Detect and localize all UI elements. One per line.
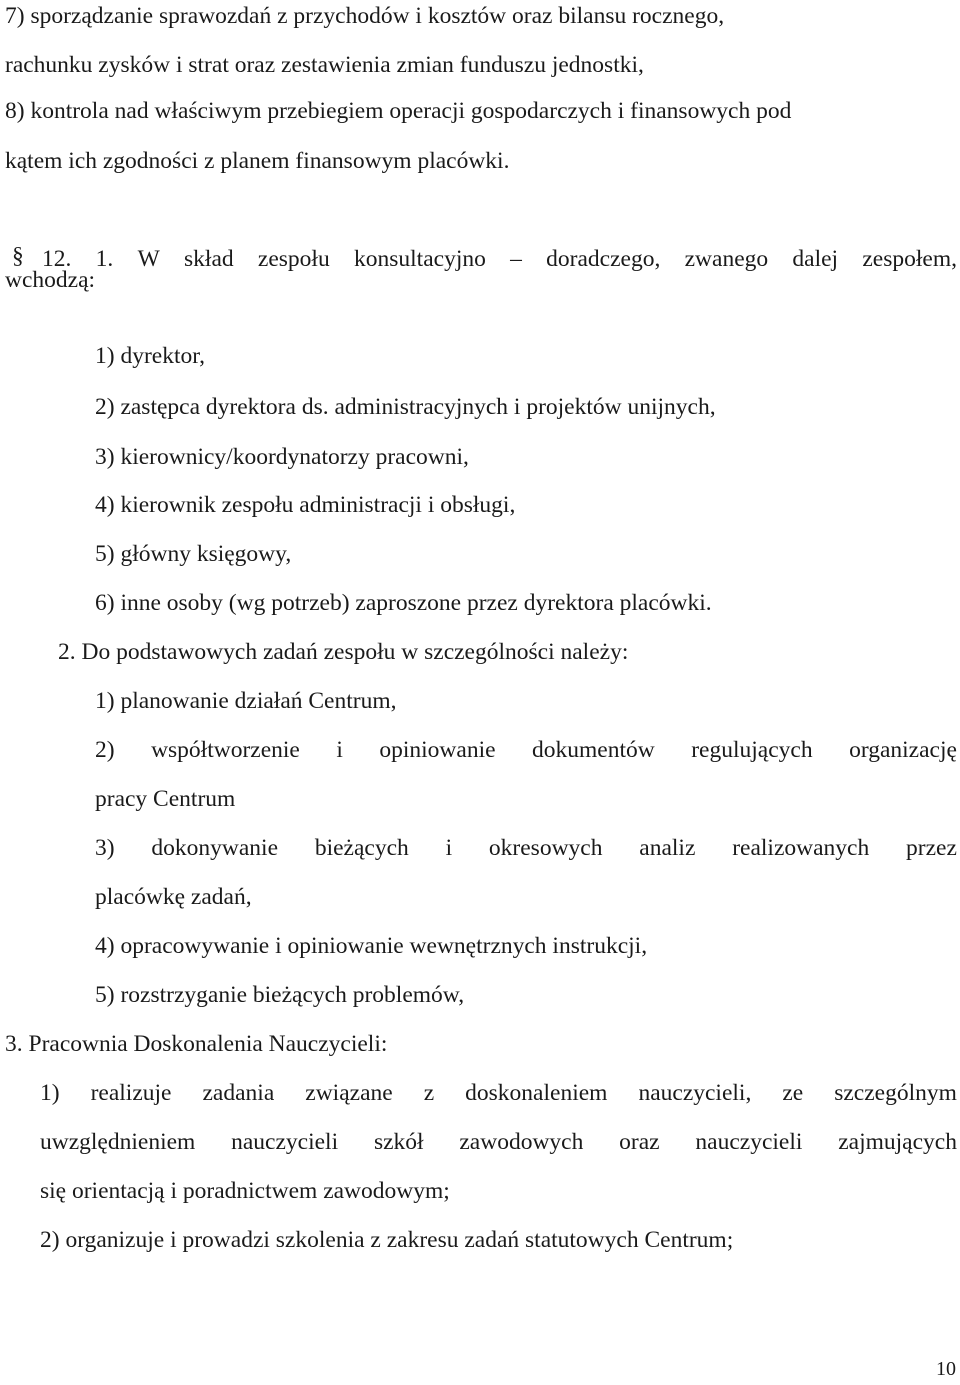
word: –	[510, 246, 522, 272]
paragraph-12-line-2: wchodzą:	[5, 267, 96, 293]
word: dokonywanie	[151, 835, 279, 861]
section-sign: §	[12, 243, 24, 269]
word: doradczego,	[546, 246, 661, 272]
word: opiniowanie	[379, 737, 496, 763]
member-item: 4) kierownik zespołu administracji i obsługi,	[95, 492, 516, 518]
task-item: 4) opracowywanie i opiniowanie wewnętrznych instrukcji,	[95, 933, 648, 959]
member-item: 2) zastępca dyrektora ds. administracyjnych i projektów unijnych,	[95, 394, 716, 420]
word: zwanego	[684, 246, 769, 272]
member-item: 3) kierownicy/koordynatorzy pracowni,	[95, 444, 469, 470]
word: dalej	[792, 246, 839, 272]
word: bieżących	[314, 835, 409, 861]
word: szkół	[373, 1129, 424, 1155]
page-number: 10	[936, 1358, 956, 1380]
word: zawodowych	[459, 1129, 584, 1155]
task-item: 1) planowanie działań Centrum,	[95, 688, 397, 714]
intro-line: 7) sporządzanie sprawozdań z przychodów i kosztów oraz bilansu rocznego,	[5, 3, 725, 29]
paragraph-12-line-1	[42, 244, 957, 274]
word: skład	[184, 246, 234, 272]
item-3-point-justified	[40, 1127, 957, 1157]
item-3-heading: 3. Pracownia Doskonalenia Nauczycieli:	[5, 1031, 388, 1057]
task-item-justified	[95, 833, 957, 863]
word: realizowanych	[732, 835, 870, 861]
word: zadania	[202, 1080, 275, 1106]
word: współtworzenie	[151, 737, 300, 763]
task-item-continuation: placówkę zadań,	[95, 884, 252, 910]
word: 1.	[95, 246, 114, 272]
word: nauczycieli	[231, 1129, 339, 1155]
word: nauczycieli,	[638, 1080, 752, 1106]
task-item-continuation: pracy Centrum	[95, 786, 236, 812]
task-item: 5) rozstrzyganie bieżących problemów,	[95, 982, 465, 1008]
word: nauczycieli	[695, 1129, 803, 1155]
word: 3)	[95, 835, 115, 861]
word: oraz	[619, 1129, 660, 1155]
word: zespołem,	[862, 246, 957, 272]
word: dokumentów	[532, 737, 655, 763]
word: konsultacyjno	[354, 246, 486, 272]
word: zajmujących	[838, 1129, 957, 1155]
word: okresowych	[488, 835, 603, 861]
intro-line: 8) kontrola nad właściwym przebiegiem operacji gospodarczych i finansowych pod	[5, 98, 792, 124]
item-3-point: 2) organizuje i prowadzi szkolenia z zakresu zadań statutowych Centrum;	[40, 1227, 734, 1253]
item-3-point-continuation: się orientacją i poradnictwem zawodowym;	[40, 1178, 450, 1204]
member-item: 1) dyrektor,	[95, 343, 205, 369]
word: analiz	[639, 835, 696, 861]
word: ze	[782, 1080, 804, 1106]
word: z	[423, 1080, 435, 1106]
word: 12.	[42, 246, 72, 272]
word: realizuje	[90, 1080, 172, 1106]
word: 2)	[95, 737, 115, 763]
word: regulujących	[691, 737, 813, 763]
word: doskonaleniem	[465, 1080, 608, 1106]
member-item: 6) inne osoby (wg potrzeb) zaproszone przez dyrektora placówki.	[95, 590, 712, 616]
item-2-heading: 2. Do podstawowych zadań zespołu w szczególności należy:	[58, 639, 629, 665]
word: W	[137, 246, 160, 272]
word: organizację	[849, 737, 957, 763]
word: uwzględnieniem	[40, 1129, 196, 1155]
intro-line: kątem ich zgodności z planem finansowym placówki.	[5, 148, 510, 174]
word: zespołu	[257, 246, 330, 272]
word: związane	[305, 1080, 393, 1106]
member-item: 5) główny księgowy,	[95, 541, 292, 567]
word: i	[445, 835, 453, 861]
word: i	[336, 737, 343, 763]
word: szczególnym	[834, 1080, 957, 1106]
intro-line: rachunku zysków i strat oraz zestawienia zmian funduszu jednostki,	[5, 52, 644, 78]
word: przez	[906, 835, 957, 861]
item-3-point-justified	[40, 1078, 957, 1108]
task-item-justified	[95, 735, 957, 765]
word: 1)	[40, 1080, 60, 1106]
